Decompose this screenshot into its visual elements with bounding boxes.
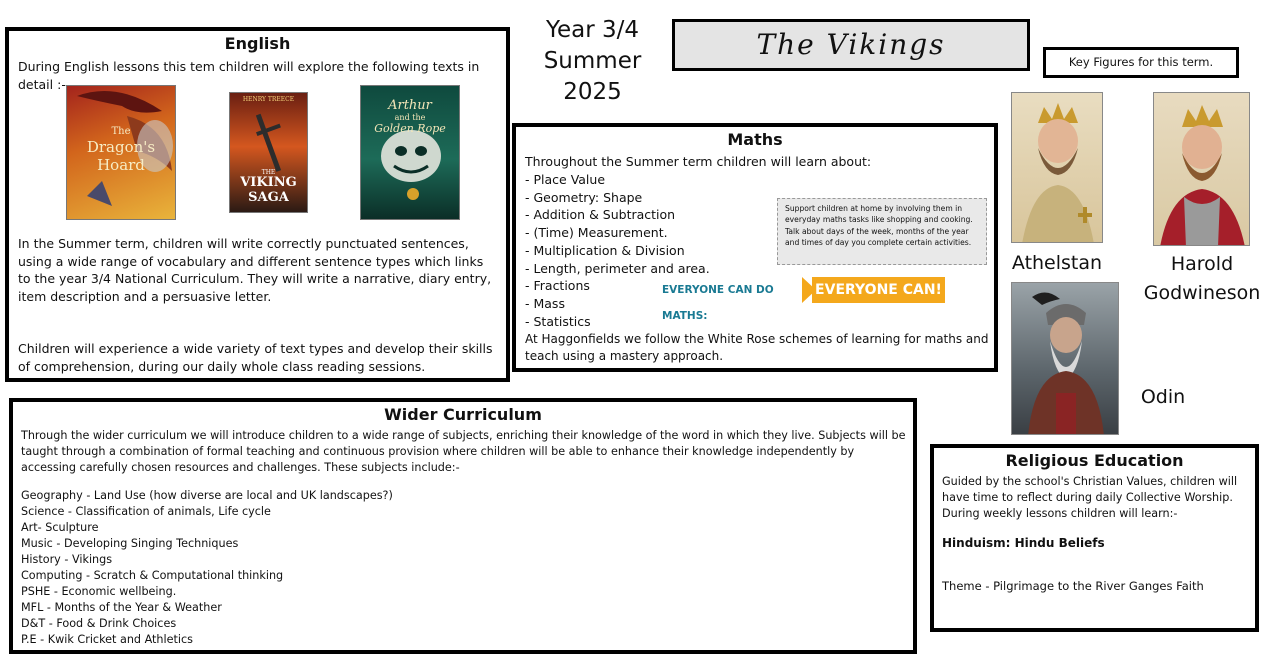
book-title-line1: THE bbox=[261, 169, 276, 176]
wider-curriculum-intro: Through the wider curriculum we will introduce children to a wide range of subjects, enriching their knowledge of the word in which they live. Subjects will be taught through a combination of formal teaching and continuous provision where children will be able to enhance their knowledge independently by accessing carefully chosen resources and challenges. These subjects include:- bbox=[21, 429, 906, 474]
portrait-athelstan bbox=[1011, 92, 1103, 243]
key-figures-label: Key Figures for this term. bbox=[1043, 47, 1239, 78]
wider-curriculum-title: Wider Curriculum bbox=[384, 405, 542, 424]
re-title: Religious Education bbox=[1005, 451, 1184, 470]
subject-list bbox=[21, 488, 393, 648]
list-item: - Place Value bbox=[525, 172, 606, 187]
book-title-line1: Arthur bbox=[388, 98, 432, 113]
topic-banner bbox=[672, 19, 1030, 71]
everyone-can-do-maths-banner bbox=[662, 277, 949, 322]
book-title-line2: Dragon's bbox=[86, 138, 156, 156]
list-item: Art- Sculpture bbox=[21, 521, 99, 534]
maths-panel bbox=[512, 123, 998, 372]
list-item: Geography - Land Use (how diverse are local and UK landscapes?) bbox=[21, 489, 393, 502]
book-title-line3: SAGA bbox=[248, 190, 289, 205]
figure-name-line2: Godwineson bbox=[1143, 282, 1261, 304]
list-item: Science - Classification of animals, Life cycle bbox=[21, 505, 271, 518]
book-cover-dragons-hoard bbox=[66, 85, 176, 220]
religious-education-panel bbox=[930, 444, 1259, 632]
list-item: MFL - Months of the Year & Weather bbox=[21, 601, 222, 614]
topic-title: The Vikings bbox=[756, 28, 946, 61]
year-line: Year 3/4 bbox=[545, 17, 640, 43]
book-title-line2: VIKING bbox=[240, 175, 297, 190]
list-item: - Addition & Subtraction bbox=[525, 207, 676, 223]
banner-right-text: EVERYONE CAN! bbox=[812, 277, 945, 303]
figure-name-athelstan: Athelstan bbox=[1011, 252, 1103, 274]
odin-figure-icon bbox=[1012, 283, 1119, 435]
year-term-heading bbox=[535, 15, 650, 108]
list-item: - Length, perimeter and area. bbox=[525, 260, 710, 276]
list-item: Music - Developing Singing Techniques bbox=[21, 537, 239, 550]
banner-left-text: EVERYONE CAN DO MATHS: bbox=[662, 277, 807, 303]
figure-name-odin: Odin bbox=[1140, 386, 1186, 408]
english-intro: During English lessons this tem children will explore the following texts in detail :- bbox=[18, 59, 480, 92]
book-cover-arthur-golden-rope bbox=[360, 85, 460, 220]
maths-title: Maths bbox=[727, 130, 783, 149]
list-item: History - Vikings bbox=[21, 553, 113, 566]
list-item: - Multiplication & Division bbox=[525, 242, 685, 258]
re-theme: Theme - Pilgrimage to the River Ganges Faith bbox=[942, 579, 1204, 593]
figure-name-harold-godwineson bbox=[1140, 250, 1264, 308]
wider-curriculum-panel bbox=[9, 398, 917, 654]
book-title-line2: and the bbox=[394, 113, 426, 122]
calendar-year-line: 2025 bbox=[563, 79, 622, 105]
english-panel bbox=[5, 27, 510, 382]
list-item: - (Time) Measurement. bbox=[525, 225, 668, 241]
re-unit: Hinduism: Hindu Beliefs bbox=[942, 536, 1105, 550]
list-item: PSHE - Economic wellbeing. bbox=[21, 585, 177, 598]
book-title-line3: Hoard bbox=[97, 156, 145, 174]
term-line: Summer bbox=[543, 48, 642, 74]
crowned-king-icon bbox=[1154, 93, 1250, 246]
list-item: D&T - Food & Drink Choices bbox=[21, 617, 177, 630]
list-item: Computing - Scratch & Computational thinking bbox=[21, 569, 284, 582]
english-paragraph-writing: In the Summer term, children will write correctly punctuated sentences, using a wide range of vocabulary and different sentence types which links to the year 3/4 National Curriculum. They will write a narrative, diary entry, item description and a persuasive letter. bbox=[18, 236, 492, 304]
portrait-odin bbox=[1011, 282, 1119, 435]
list-item: - Statistics bbox=[525, 313, 591, 329]
english-title: English bbox=[224, 34, 291, 53]
book-title-line3: Golden Rope bbox=[374, 122, 446, 135]
maths-footer: At Haggonfields we follow the White Rose schemes of learning for maths and teach using a mastery approach. bbox=[525, 332, 989, 363]
english-paragraph-reading: Children will experience a wide variety of text types and develop their skills of comprehension, during our daily whole class reading sessions. bbox=[18, 341, 493, 374]
book-cover-viking-saga bbox=[229, 92, 308, 213]
list-item: - Fractions bbox=[525, 278, 590, 294]
portrait-harold-godwineson bbox=[1153, 92, 1250, 246]
figure-name-line1: Harold bbox=[1170, 253, 1234, 275]
list-item: P.E - Kwik Cricket and Athletics bbox=[21, 633, 193, 646]
book-title-line1: The bbox=[111, 126, 131, 137]
maths-support-note: Support children at home by involving them in everyday maths tasks like shopping and cooking. Talk about days of the week, months of the year and times of day you complete certain activities. bbox=[777, 198, 987, 265]
maths-intro: Throughout the Summer term children will learn about: bbox=[525, 154, 872, 169]
book-author: HENRY TREECE bbox=[242, 96, 295, 103]
crowned-king-icon bbox=[1012, 93, 1103, 243]
re-intro: Guided by the school's Christian Values, children will have time to reflect during daily Collective Worship. During weekly lessons children will learn:- bbox=[942, 475, 1238, 520]
list-item: - Mass bbox=[525, 295, 565, 311]
list-item: - Geometry: Shape bbox=[525, 189, 643, 205]
